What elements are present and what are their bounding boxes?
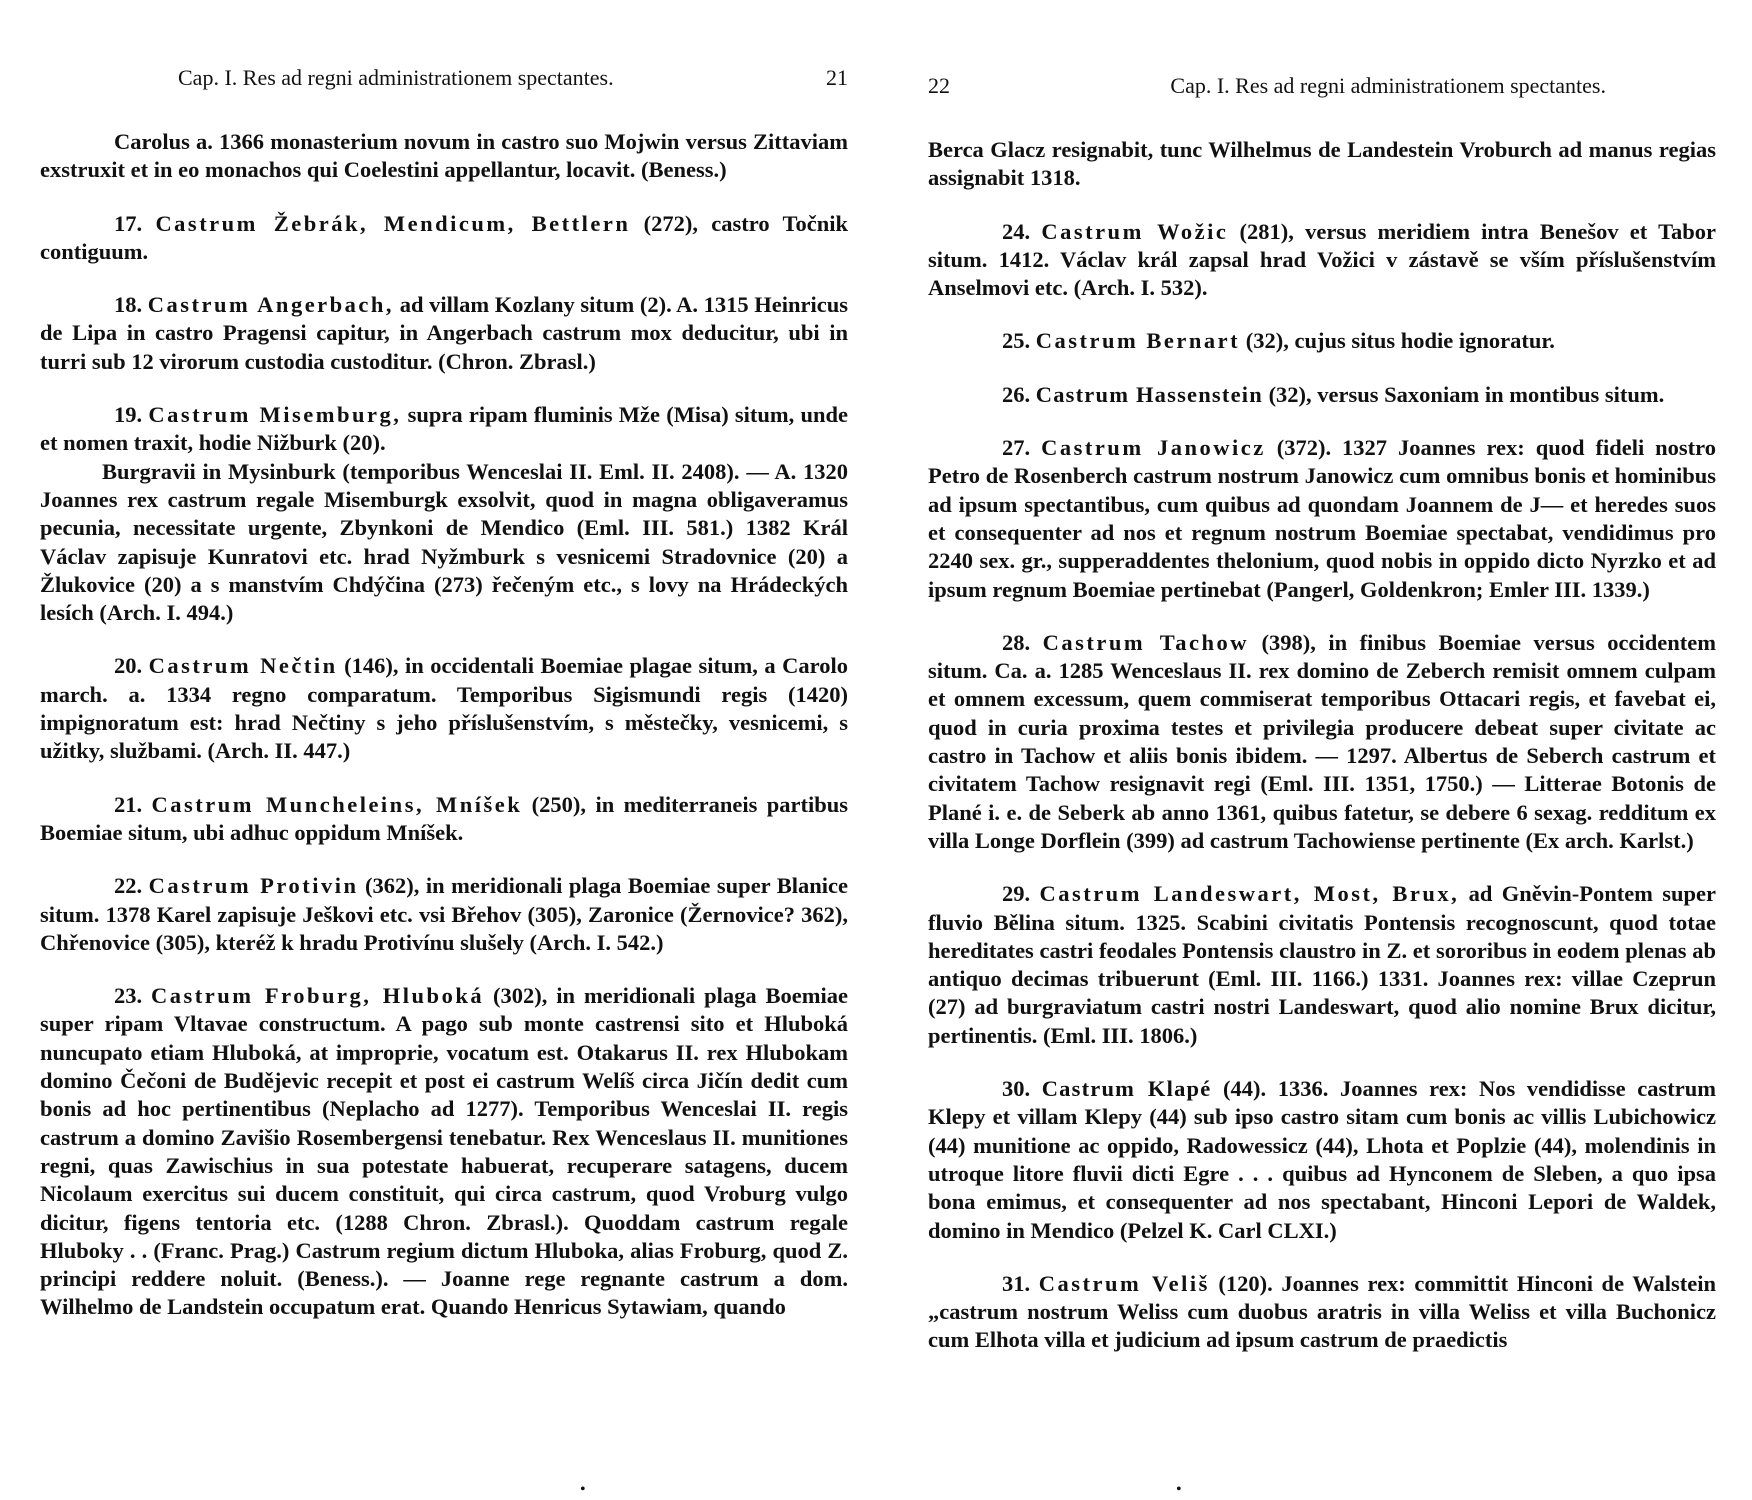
entry-number: 22. [114, 873, 143, 899]
entry-extra-text: Burgravii in Mysinburk (temporibus Wenceslai II. Eml. II. 2408). — A. 1320 Joannes rex castrum regale Misemburgk exsolvit, quod in magna obligaveramus pecunia, necessitate urgente, Zbynkoni de Mendico (Eml. III. 581.) 1382 Král Václav zapisuje Kunratovi etc. hrad Nyžmburk s vesnicemi Stradovnice (20) a Žlukovice (20) a s manstvím Chdýčina (273) řečeným etc., s lovy na Hrádeckých lesích (Arch. I. 494.) [40, 458, 848, 626]
left-running-title: Cap. I. Res ad regni administrationem spectantes. [178, 65, 614, 90]
entry-name: Castrum Janowicz [1041, 435, 1266, 461]
entry-name: Castrum Wožic [1041, 218, 1229, 244]
left-continuation: Carolus a. 1366 monasterium novum in castro suo Mojwin versus Zittaviam exstruxit et in eo monachos qui Coelestini appellantur, locavit. (Beness.) [40, 129, 848, 183]
entry-text: (281), versus meridiem intra Benešov et Tabor situm. 1412. Václav král zapsal hrad Vožici v zástavě se vším příslušenstvím Anselmovi etc. (Arch. I. 532). [928, 218, 1717, 301]
entry-text: ad Gněvin-Pontem super fluvio Bělina situm. 1325. Scabini civitatis Pontensis recognoscunt, quod totae hereditates castri feodales Pontensis claustro in Z. et sororibus in eodem plenas ab antiquo decimas tribuerunt (Eml. III. 1166.) 1331. Joannes rex: villae Czeprun (27) ad burgraviatum castri nostri Landeswart, quod alio nomine Brux dicitur, pertinentis. (Eml. III. 1806.) [928, 881, 1717, 1048]
right-continuation: Berca Glacz resignabit, tunc Wilhelmus de Landestein Vroburch ad manus regias assignabit 1318. [928, 137, 1716, 191]
entry-30 [928, 1075, 1716, 1245]
entry-name: Castrum Muncheleins, Mníšek [151, 791, 523, 817]
entry-name: Castrum Misemburg, [148, 402, 402, 428]
entry-text: (362), in meridionali plaga Boemiae super Blanice situm. 1378 Karel zapisuje Ješkovi etc. vsi Břehov (305), Zaronice (Žernovice? 362), Chřenovice (305), kteréž k hradu Protivínu slušely (Arch. I. 542.) [40, 873, 849, 955]
right-footer-mark: • [1176, 1481, 1182, 1498]
entry-name: Castrum Hassenstein [1035, 381, 1263, 407]
entry-number: 19. [114, 402, 143, 428]
left-page-number: 21 [826, 65, 848, 90]
left-footer-mark: • [580, 1481, 586, 1498]
entry-number: 17. [114, 210, 143, 236]
right-page-number: 22 [928, 73, 950, 98]
entry-name: Castrum Tachow [1042, 629, 1249, 655]
entry-29 [928, 880, 1716, 1050]
entry-26 [928, 381, 1716, 409]
entry-text: (398), in finibus Boemiae versus occidentem situm. Ca. a. 1285 Wenceslaus II. rex domino de Zeberch remisit omnem culpam et omnem excessum, quem commiserat temporibus Ottacari regis, et favebat ei, quod in curia proxima testes et privilegia producere debeat super civitate ac castro in Tachow et aliis bonis ibidem. — 1297. Albertus de Seberch castrum et civitatem Tachow resignavit regi (Eml. III. 1351, 1750.) — Litterae Botonis de Plané i. e. de Seberk ab anno 1361, quibus fatetur, se debere 6 sexag. redditum ex villa Longe Dorflein (399) ad castrum Tachowiense pertinente (Ex arch. Karlst.) [928, 629, 1716, 853]
entry-31 [928, 1270, 1716, 1355]
entry-name: Castrum Angerbach, [147, 292, 395, 318]
right-page-header [928, 72, 1716, 100]
entry-19-continued [40, 458, 848, 628]
entry-24 [928, 218, 1716, 303]
entry-number: 18. [114, 292, 143, 318]
entry-number: 23. [114, 983, 143, 1009]
entry-number: 29. [1002, 881, 1031, 907]
entry-23 [40, 982, 848, 1322]
entry-name: Castrum Veliš [1038, 1270, 1210, 1296]
entry-name: Castrum Landeswart, Most, Brux, [1039, 881, 1460, 907]
entry-number: 20. [114, 653, 143, 679]
entry-name: Castrum Froburg, Hluboká [151, 983, 485, 1009]
entry-19 [40, 401, 848, 458]
entry-text: (272), castro Točnik contiguum. [40, 210, 848, 264]
entry-text: (302), in meridionali plaga Boemiae super ripam Vltavae constructum. A pago sub monte castrensi sito et Hluboká nuncupato etiam Hluboká, at improprie, vocatum est. Otakarus II. rex Hlubokam domino Čečoni de Budějevic recepit et post ei castrum Welíš circa Jičín dedit cum bonis ad hoc pertinentibus (Neplacho ad 1277). Temporibus Wenceslai II. regis castrum a domino Zavišio Rosembergensi tenebatur. Rex Wenceslaus II. munitiones regni, quas Zawischius in sua potestate habuerat, recuperare satagens, ducem Nicolaum exercitus sui ducem constituit, qui circa castrum, quod Vroburg vulgo dicitur, figens tentoria etc. (1288 Chron. Zbrasl.). Quoddam castrum regale Hluboky . . (Franc. Prag.) Castrum regium dictum Hluboka, alias Froburg, quod Z. principi reddere noluit. (Beness.). — Joanne rege regnante castrum a dom. Wilhelmo de Landstein occupatum erat. Quando Henricus Sytawiam, quando [40, 983, 848, 1320]
entry-number: 21. [114, 791, 143, 817]
entry-number: 28. [1002, 629, 1031, 655]
entry-number: 25. [1002, 328, 1031, 354]
entry-text: (32), cujus situs hodie ignoratur. [1245, 328, 1555, 354]
entry-25 [928, 327, 1716, 355]
entry-name: Castrum Klapé [1041, 1076, 1212, 1102]
entry-17 [40, 210, 848, 267]
entry-name: Castrum Žebrák, Mendicum, Bettlern [155, 210, 631, 236]
entry-21 [40, 791, 848, 848]
entry-20 [40, 652, 848, 765]
entry-text: (44). 1336. Joannes rex: Nos vendidisse castrum Klepy et villam Klepy (44) sub ipso castro sitam cum bonis ac villis Lubichowicz (44) munitione ac oppido, Radowessicz (44), Lhota et Poplzie (44), molendinis in utroque litore fluvii dicti Egre . . . quibus ad Hynconem de Sleben, a quo ipsa bona emimus, et consequenter ad nos spectabant, Hinconi Lepori de Waldek, domino in Mendico (Pelzel K. Carl CLXI.) [928, 1076, 1717, 1243]
right-running-title: Cap. I. Res ad regni administrationem spectantes. [1170, 73, 1606, 98]
entry-number: 24. [1002, 218, 1031, 244]
entry-number: 30. [1002, 1076, 1031, 1102]
entry-text: (120). Joannes rex: committit Hinconi de Walstein „castrum nostrum Weliss cum duobus aratris in villa Weliss et villa Buchonicz cum Elhota villa et judicium ad ipsum castrum de praedictis [928, 1270, 1716, 1353]
entry-text: ad villam Kozlany situm (2). A. 1315 Heinricus de Lipa in castro Pragensi capitur, in Angerbach castrum mox deducitur, ubi in turri sub 12 virorum custodia custoditur. (Chron. Zbrasl.) [40, 292, 849, 374]
entry-number: 26. [1002, 381, 1031, 407]
entry-22 [40, 872, 848, 957]
entry-name: Castrum Protivin [148, 873, 359, 899]
left-page-header [40, 64, 848, 92]
entry-27 [928, 434, 1716, 604]
entry-text: (372). 1327 Joannes rex: quod fideli nostro Petro de Rosenberch castrum nostrum Janowicz cum omnibus bonis et hominibus ad ipsum spectantibus, cum quibus ad quondam Joannem de J— et heredes suos et consequenter ad nos et regnum nostrum Boemiae spectabat, vendidimus pro 2240 sex. gr., supperaddentes thelonium, quod nobis in oppido dicto Nyrzko et ad ipsum regnum Boemiae pertinebat (Pangerl, Goldenkron; Emler III. 1339.) [928, 435, 1716, 602]
right-page [876, 0, 1752, 1500]
entry-name: Castrum Bernart [1035, 328, 1241, 354]
entry-28 [928, 629, 1716, 855]
entry-text: (32), versus Saxoniam in montibus situm. [1268, 381, 1665, 407]
entry-number: 31. [1002, 1270, 1031, 1296]
entry-text: (250), in mediterraneis partibus Boemiae situm, ubi adhuc oppidum Mníšek. [40, 791, 849, 845]
entry-number: 27. [1002, 435, 1031, 461]
entry-18 [40, 291, 848, 376]
entry-text: supra ripam fluminis Mže (Misa) situm, unde et nomen traxit, hodie Nižburk (20). [40, 402, 849, 456]
entry-name: Castrum Nečtin [148, 653, 338, 679]
entry-text: (146), in occidentali Boemiae plagae situm, a Carolo march. a. 1334 regno comparatum. Temporibus Sigismundi regis (1420) impignoratum est: hrad Nečtiny s jeho příslušenstvím, s městečky, vesnicemi, s užitky, službami. (Arch. II. 447.) [40, 653, 849, 764]
